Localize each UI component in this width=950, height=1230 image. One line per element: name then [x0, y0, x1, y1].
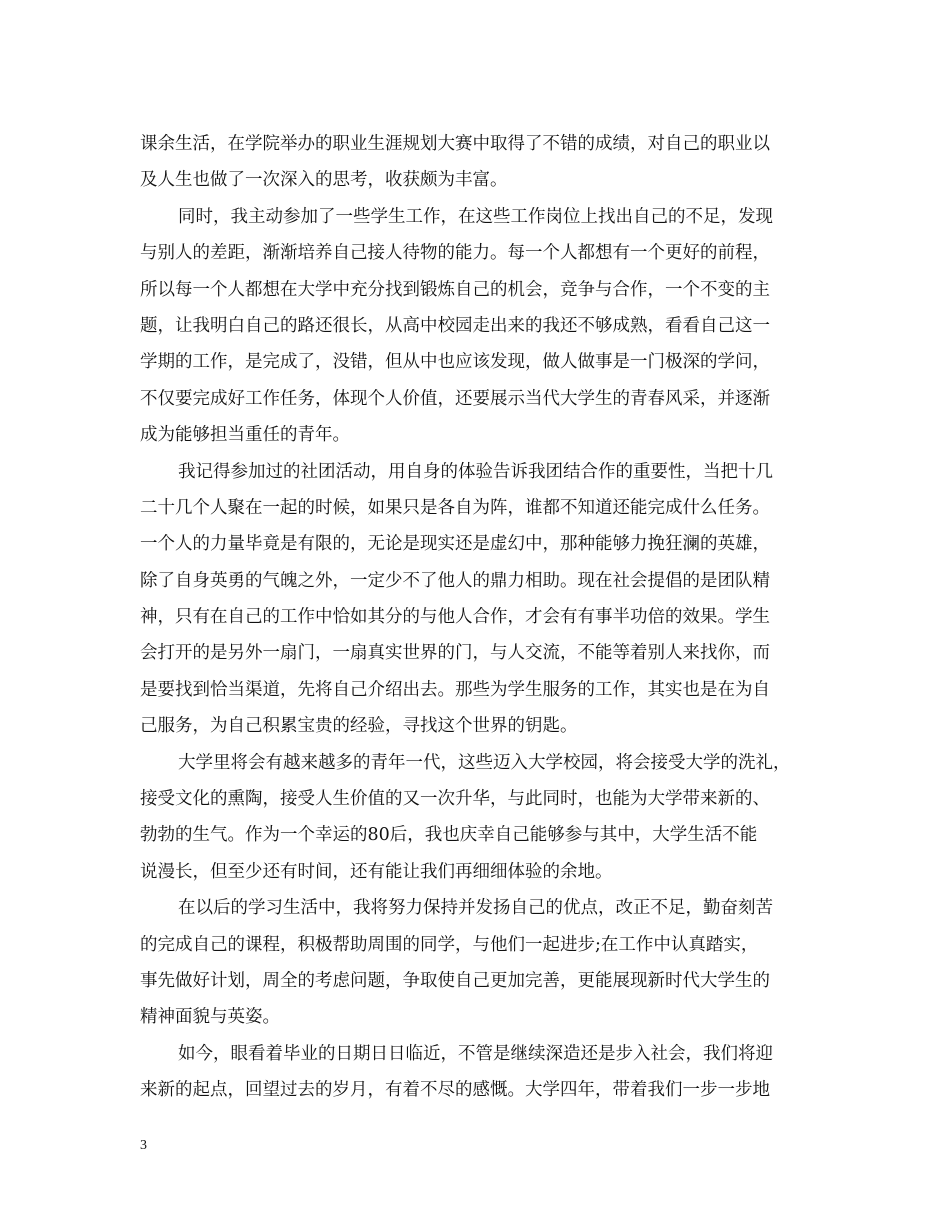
text-line: 题，让我明白自己的路还很长，从高中校园走出来的我还不够成熟，看看自己这一 — [140, 315, 770, 336]
text-line: 与别人的差距，渐渐培养自己接人待物的能力。每一个人都想有一个更好的前程， — [140, 243, 770, 264]
paragraph-first-line: 在以后的学习生活中，我将努力保持并发扬自己的优点，改正不足，勤奋刻苦 — [178, 898, 773, 919]
text-line: 己服务，为自己积累宝贵的经验，寻找这个世界的钥匙。 — [140, 716, 578, 737]
text-line: 神，只有在自己的工作中恰如其分的与他人合作，才会有有事半功倍的效果。学生 — [140, 607, 770, 628]
body-text — [140, 126, 830, 1109]
text-line: 说漫长，但至少还有时间，还有能让我们再细细体验的余地。 — [140, 861, 613, 882]
text-line: 学期的工作，是完成了，没错，但从中也应该发现，做人做事是一门极深的学问， — [140, 352, 770, 373]
text-line: 勃勃的生气。作为一个幸运的80后，我也庆幸自己能够参与其中，大学生活不能 — [140, 825, 758, 846]
text-line: 会打开的是另外一扇门，一扇真实世界的门，与人交流，不能等着别人来找你，而 — [140, 643, 770, 664]
text-line: 及人生也做了一次深入的思考，收获颇为丰富。 — [140, 170, 508, 191]
paragraph-first-line: 大学里将会有越来越多的青年一代，这些迈入大学校园，将会接受大学的洗礼， — [178, 752, 791, 773]
text-line: 不仅要完成好工作任务，体现个人价值，还要展示当代大学生的青春风采，并逐渐 — [140, 388, 770, 409]
text-line: 的完成自己的课程，积极帮助周围的同学，与他们一起进步;在工作中认真踏实， — [140, 934, 759, 955]
text-line: 是要找到恰当渠道，先将自己介绍出去。那些为学生服务的工作，其实也是在为自 — [140, 679, 770, 700]
page-number: 3 — [140, 1138, 147, 1153]
text-line: 课余生活，在学院举办的职业生涯规划大赛中取得了不错的成绩，对自己的职业以 — [140, 134, 770, 154]
paragraph-first-line: 如今，眼看着毕业的日期日日临近，不管是继续深造还是步入社会，我们将迎 — [178, 1043, 773, 1064]
text-line: 二十几个人聚在一起的时候，如果只是各自为阵，谁都不知道还能完成什么任务。 — [140, 497, 770, 518]
paragraph-first-line: 我记得参加过的社团活动，用自身的体验告诉我团结合作的重要性，当把十几 — [178, 461, 773, 482]
text-line: 除了自身英勇的气魄之外，一定少不了他人的鼎力相助。现在社会提倡的是团队精 — [140, 570, 770, 591]
paragraph-first-line: 同时，我主动参加了一些学生工作，在这些工作岗位上找出自己的不足，发现 — [178, 206, 773, 227]
text-line: 接受文化的熏陶，接受人生价值的又一次升华，与此同时，也能为大学带来新的、 — [140, 789, 770, 810]
text-line: 事先做好计划，周全的考虑问题，争取使自己更加完善，更能展现新时代大学生的 — [140, 970, 770, 991]
text-line: 精神面貌与英姿。 — [140, 1007, 280, 1028]
text-line: 来新的起点，回望过去的岁月，有着不尽的感慨。大学四年，带着我们一步一步地 — [140, 1080, 770, 1101]
text-line: 所以每一个人都想在大学中充分找到锻炼自己的机会，竞争与合作，一个不变的主 — [140, 279, 770, 300]
text-line: 一个人的力量毕竟是有限的，无论是现实还是虚幻中，那种能够力挽狂澜的英雄， — [140, 534, 770, 555]
text-line: 成为能够担当重任的青年。 — [140, 425, 350, 446]
